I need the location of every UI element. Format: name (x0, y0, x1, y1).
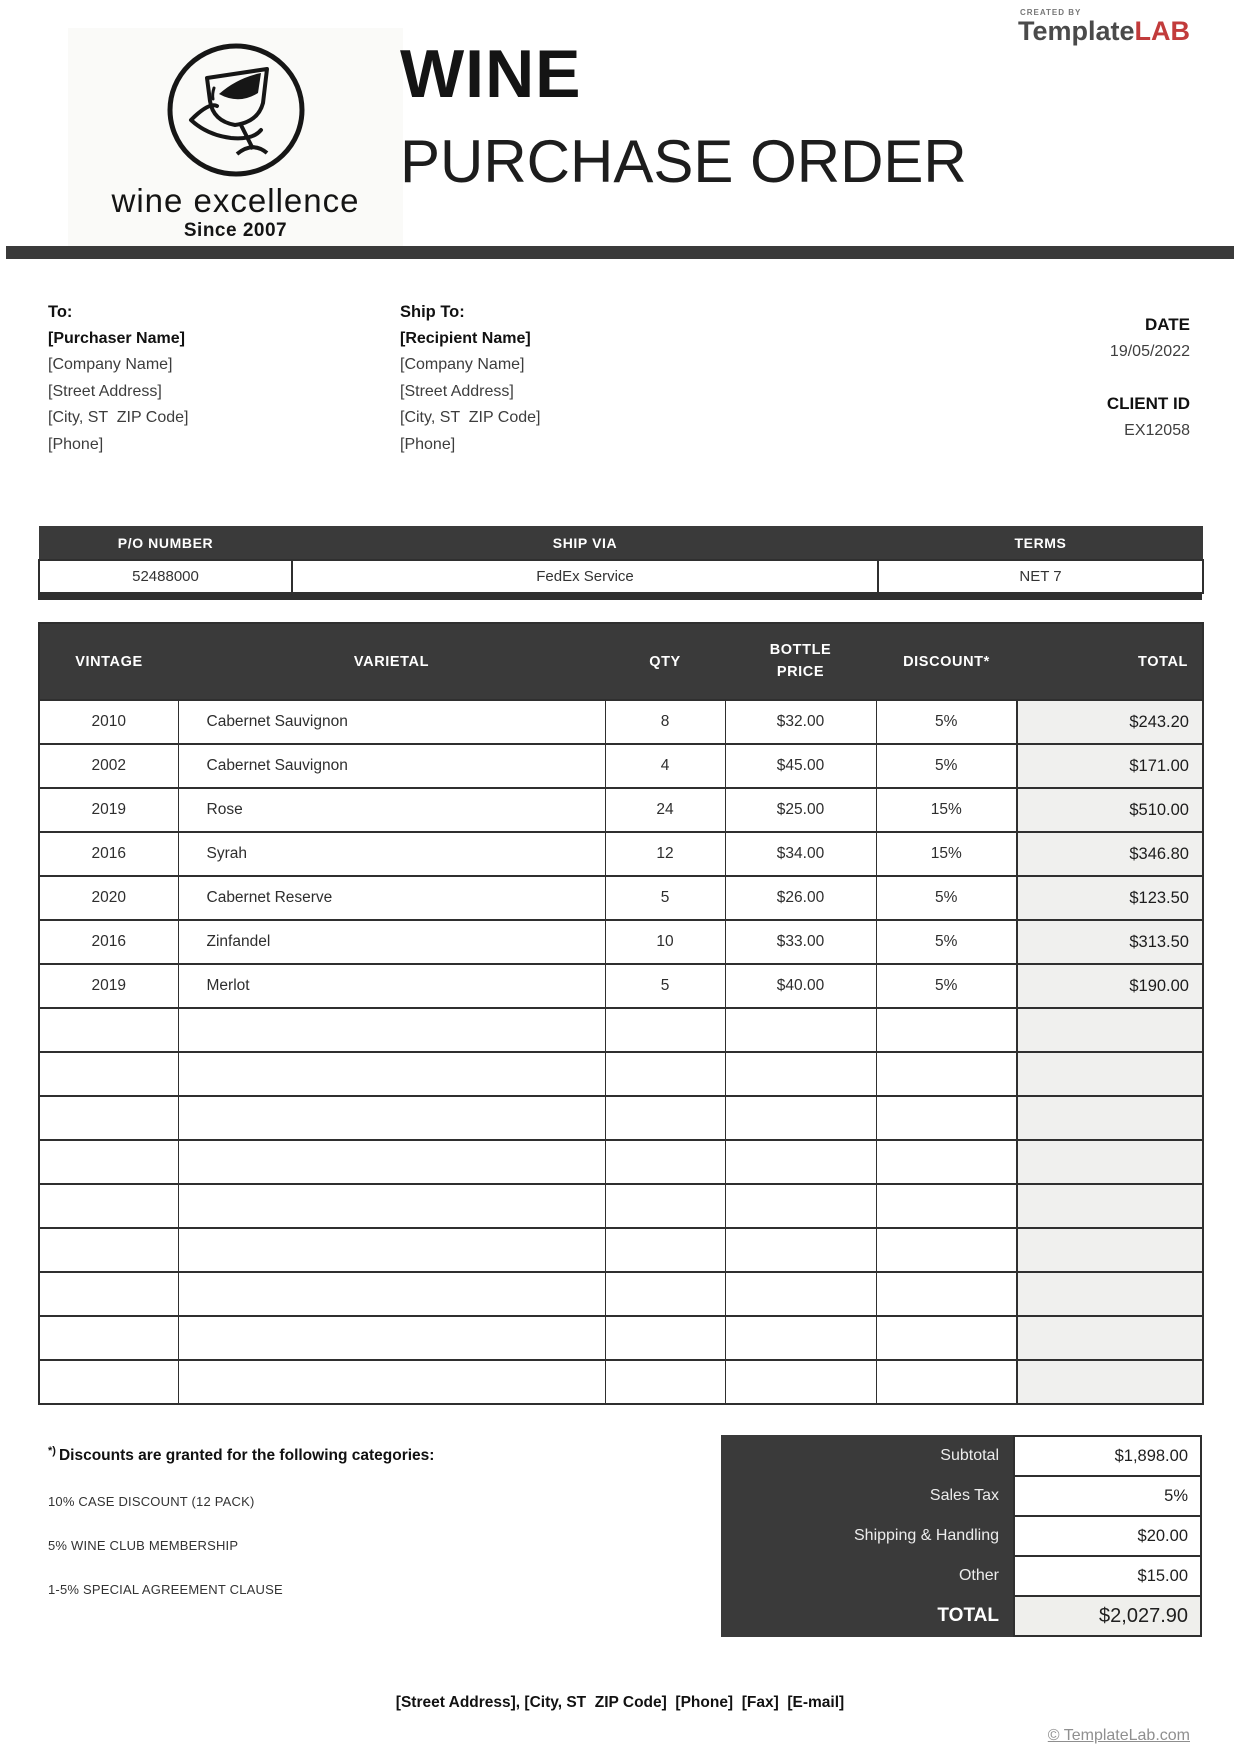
cell-total (1017, 1272, 1203, 1316)
discount-notes-heading-text: Discounts are granted for the following categories: (58, 1447, 435, 1465)
meta-section (1107, 311, 1190, 444)
cell-price: $34.00 (725, 832, 876, 876)
cell-vintage (39, 1228, 178, 1272)
cell-total (1017, 1052, 1203, 1096)
items-header-discount: DISCOUNT* (876, 623, 1017, 700)
cell-total: $171.00 (1017, 744, 1203, 788)
ship-to-address-line: [Company Name] (400, 356, 525, 373)
order-info-table-wrap (38, 526, 1202, 600)
date-value: 19/05/2022 (1109, 343, 1190, 360)
grand-total-value: $2,027.90 (1013, 1595, 1202, 1637)
ship-to-address-line: [City, ST ZIP Code] (400, 409, 541, 426)
discount-note-item: 10% CASE DISCOUNT (12 PACK) (48, 1494, 255, 1510)
cell-varietal (178, 1184, 605, 1228)
totals-row-value: $1,898.00 (1013, 1435, 1202, 1477)
table-row (39, 788, 1203, 832)
cell-price: $26.00 (725, 876, 876, 920)
order-info-value-cell: FedEx Service (292, 560, 878, 593)
cell-vintage (39, 1316, 178, 1360)
cell-discount (876, 1360, 1017, 1404)
cell-discount (876, 1184, 1017, 1228)
totals-row-label: Shipping & Handling (721, 1515, 1013, 1557)
cell-discount: 5% (876, 920, 1017, 964)
cell-qty: 12 (605, 832, 725, 876)
totals-rows (721, 1435, 1202, 1637)
items-header-qty: QTY (605, 623, 725, 700)
cell-qty: 10 (605, 920, 725, 964)
totals-row (721, 1435, 1202, 1477)
table-row (39, 964, 1203, 1008)
cell-vintage (39, 1360, 178, 1404)
cell-total (1017, 1140, 1203, 1184)
cell-total (1017, 1228, 1203, 1272)
order-info-header-cell: SHIP VIA (292, 526, 878, 560)
document-title (400, 36, 967, 195)
cell-price (725, 1228, 876, 1272)
cell-price: $45.00 (725, 744, 876, 788)
cell-total: $346.80 (1017, 832, 1203, 876)
discount-notes-list (48, 1494, 434, 1597)
cell-qty: 4 (605, 744, 725, 788)
cell-qty (605, 1052, 725, 1096)
table-row (39, 700, 1203, 744)
footer-address-line: [Street Address], [City, ST ZIP Code] [Phone] [Fax] [E-mail] (395, 1694, 845, 1711)
order-info-header-row (39, 526, 1203, 560)
cell-varietal (178, 1272, 605, 1316)
totals-row-value: $20.00 (1013, 1515, 1202, 1557)
to-address-line: [Purchaser Name] (48, 329, 185, 347)
totals-row-value: $15.00 (1013, 1555, 1202, 1597)
cell-price (725, 1140, 876, 1184)
cell-total (1017, 1184, 1203, 1228)
cell-vintage (39, 1184, 178, 1228)
table-row (39, 744, 1203, 788)
cell-vintage (39, 1096, 178, 1140)
discount-notes (48, 1445, 434, 1597)
cell-total: $190.00 (1017, 964, 1203, 1008)
items-header-row (39, 623, 1203, 700)
cell-qty (605, 1096, 725, 1140)
header-divider-bar (6, 246, 1234, 259)
brand-tagline: Since 2007 (183, 220, 288, 241)
cell-qty (605, 1140, 725, 1184)
discount-note-item: 5% WINE CLUB MEMBERSHIP (48, 1538, 239, 1554)
items-table-body (39, 700, 1203, 1404)
cell-vintage: 2019 (39, 964, 178, 1008)
cell-discount: 5% (876, 964, 1017, 1008)
order-info-value-cell: 52488000 (39, 560, 292, 593)
to-section (48, 299, 189, 458)
client-id-value: EX12058 (1124, 422, 1190, 439)
cell-discount (876, 1008, 1017, 1052)
cell-discount (876, 1052, 1017, 1096)
cell-discount: 15% (876, 788, 1017, 832)
items-header-price: BOTTLE PRICE (725, 623, 876, 700)
cell-price: $25.00 (725, 788, 876, 832)
empty-table-row (39, 1228, 1203, 1272)
page-title-line2: PURCHASE ORDER (400, 128, 967, 195)
cell-varietal (178, 1228, 605, 1272)
empty-table-row (39, 1316, 1203, 1360)
totals-row-label: Subtotal (721, 1435, 1013, 1477)
totals-row-value: 5% (1013, 1475, 1202, 1517)
cell-price (725, 1316, 876, 1360)
cell-price (725, 1096, 876, 1140)
cell-discount: 15% (876, 832, 1017, 876)
cell-total: $123.50 (1017, 876, 1203, 920)
cell-price: $33.00 (725, 920, 876, 964)
cell-price (725, 1272, 876, 1316)
ship-to-section (400, 299, 541, 458)
meta-spacer (1107, 365, 1190, 390)
totals-row (721, 1555, 1202, 1597)
empty-table-row (39, 1052, 1203, 1096)
cell-discount: 5% (876, 876, 1017, 920)
cell-qty (605, 1316, 725, 1360)
cell-price: $40.00 (725, 964, 876, 1008)
cell-price (725, 1052, 876, 1096)
items-header-vintage: VINTAGE (39, 623, 178, 700)
brand-block (68, 28, 403, 252)
cell-total: $510.00 (1017, 788, 1203, 832)
cell-discount (876, 1272, 1017, 1316)
page-title-line1: WINE (400, 36, 582, 112)
cell-varietal: Merlot (178, 964, 605, 1008)
cell-vintage: 2010 (39, 700, 178, 744)
cell-varietal (178, 1140, 605, 1184)
cell-total (1017, 1360, 1203, 1404)
cell-vintage: 2002 (39, 744, 178, 788)
discount-note-item: 1-5% SPECIAL AGREEMENT CLAUSE (48, 1582, 283, 1598)
templatelab-logo (1018, 8, 1190, 45)
empty-table-row (39, 1184, 1203, 1228)
created-by-label: CREATED BY (1019, 8, 1082, 17)
cell-vintage: 2016 (39, 920, 178, 964)
cell-varietal (178, 1008, 605, 1052)
cell-discount (876, 1316, 1017, 1360)
cell-varietal (178, 1360, 605, 1404)
items-table (38, 622, 1204, 1405)
cell-price (725, 1360, 876, 1404)
ship-to-address-line: [Recipient Name] (400, 329, 531, 347)
order-info-table (38, 526, 1204, 594)
cell-qty (605, 1360, 725, 1404)
totals-box (721, 1435, 1202, 1637)
template-word: Template (1017, 16, 1135, 46)
cell-varietal: Zinfandel (178, 920, 605, 964)
wine-glass-logo-icon (157, 40, 315, 182)
order-info-header-cell: P/O NUMBER (39, 526, 292, 560)
cell-total: $243.20 (1017, 700, 1203, 744)
asterisk-mark: *) (48, 1445, 56, 1457)
cell-discount: 5% (876, 700, 1017, 744)
cell-qty: 5 (605, 876, 725, 920)
cell-varietal (178, 1052, 605, 1096)
cell-total (1017, 1316, 1203, 1360)
to-address-line: [Phone] (48, 435, 104, 453)
cell-varietal (178, 1096, 605, 1140)
lab-word: LAB (1134, 16, 1190, 46)
templatelab-wordmark (1018, 17, 1190, 45)
cell-price: $32.00 (725, 700, 876, 744)
to-address-line: [City, ST ZIP Code] (48, 409, 189, 426)
empty-table-row (39, 1008, 1203, 1052)
table-row (39, 832, 1203, 876)
cell-varietal: Cabernet Sauvignon (178, 700, 605, 744)
cell-vintage: 2016 (39, 832, 178, 876)
client-id-label: CLIENT ID (1106, 394, 1190, 413)
cell-vintage (39, 1008, 178, 1052)
cell-total (1017, 1008, 1203, 1052)
cell-qty: 24 (605, 788, 725, 832)
cell-qty (605, 1008, 725, 1052)
order-info-value-cell: NET 7 (878, 560, 1203, 593)
brand-name: wine excellence (111, 182, 360, 219)
totals-row (721, 1475, 1202, 1517)
cell-qty: 5 (605, 964, 725, 1008)
order-info-value-row (39, 560, 1203, 593)
totals-row (721, 1515, 1202, 1557)
cell-vintage: 2019 (39, 788, 178, 832)
discount-notes-heading (48, 1445, 434, 1465)
empty-table-row (39, 1096, 1203, 1140)
table-row (39, 876, 1203, 920)
cell-qty (605, 1272, 725, 1316)
totals-row-label: Sales Tax (721, 1475, 1013, 1517)
empty-table-row (39, 1140, 1203, 1184)
cell-varietal: Rose (178, 788, 605, 832)
to-heading: To: (48, 303, 73, 321)
ship-to-address-line: [Street Address] (400, 382, 514, 400)
to-address-line: [Street Address] (48, 382, 162, 400)
cell-price (725, 1008, 876, 1052)
items-header-varietal: VARIETAL (178, 623, 605, 700)
cell-qty (605, 1184, 725, 1228)
cell-discount: 5% (876, 744, 1017, 788)
cell-discount (876, 1096, 1017, 1140)
date-label: DATE (1144, 315, 1190, 334)
empty-table-row (39, 1272, 1203, 1316)
order-info-header-cell: TERMS (878, 526, 1203, 560)
table-row (39, 920, 1203, 964)
cell-price (725, 1184, 876, 1228)
cell-vintage (39, 1140, 178, 1184)
totals-row-label: Other (721, 1555, 1013, 1597)
to-address-lines (48, 326, 189, 459)
cell-qty: 8 (605, 700, 725, 744)
templatelab-credit-link[interactable]: © TemplateLab.com (1047, 1727, 1190, 1744)
grand-total-label: TOTAL (721, 1595, 1013, 1637)
cell-vintage: 2020 (39, 876, 178, 920)
cell-total (1017, 1096, 1203, 1140)
empty-table-row (39, 1360, 1203, 1404)
cell-varietal (178, 1316, 605, 1360)
cell-qty (605, 1228, 725, 1272)
cell-varietal: Cabernet Sauvignon (178, 744, 605, 788)
cell-varietal: Syrah (178, 832, 605, 876)
grand-total-row (721, 1595, 1202, 1637)
cell-vintage (39, 1272, 178, 1316)
to-address-line: [Company Name] (48, 356, 173, 373)
ship-to-address-line: [Phone] (400, 435, 456, 453)
items-header-total: TOTAL (1017, 623, 1203, 700)
cell-total: $313.50 (1017, 920, 1203, 964)
cell-varietal: Cabernet Reserve (178, 876, 605, 920)
ship-to-address-lines (400, 326, 541, 459)
ship-to-heading: Ship To: (400, 303, 465, 321)
cell-vintage (39, 1052, 178, 1096)
cell-discount (876, 1228, 1017, 1272)
cell-discount (876, 1140, 1017, 1184)
